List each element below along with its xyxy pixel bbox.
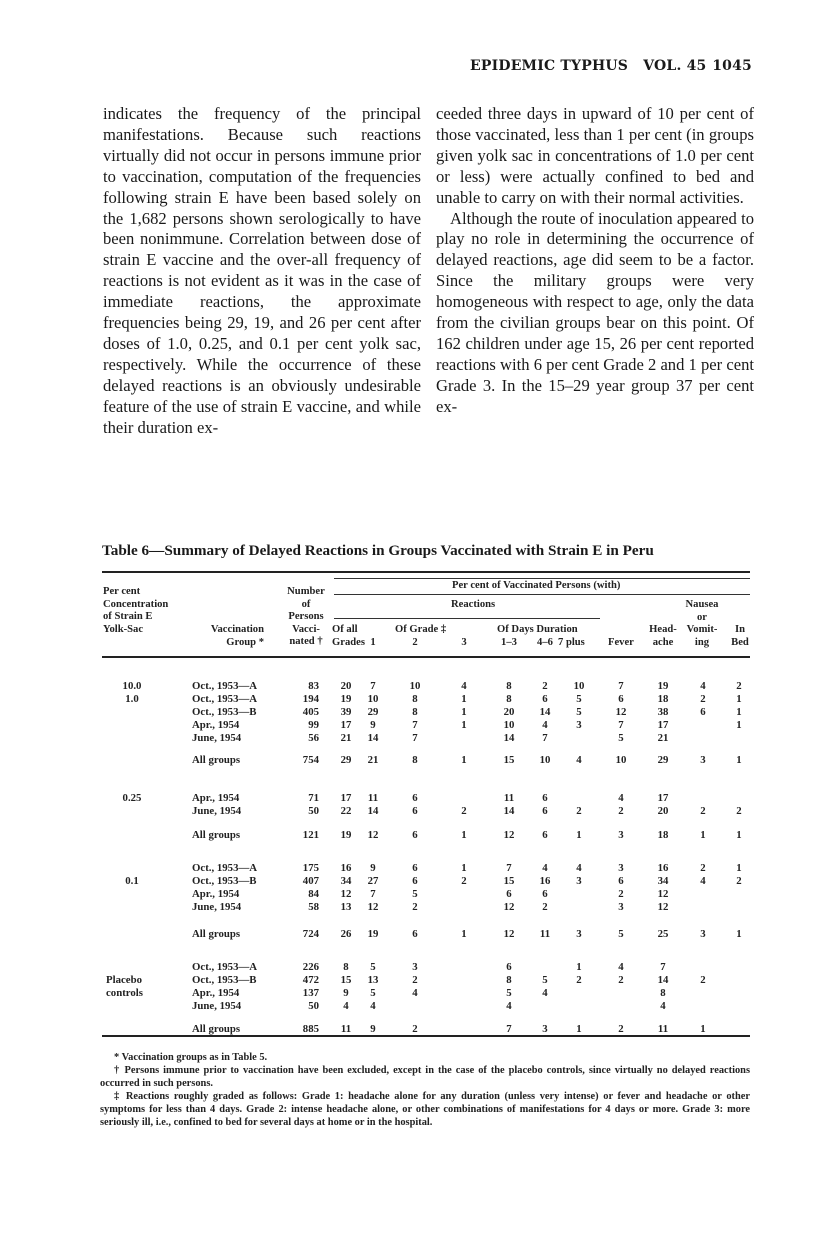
g2-cell: 5 <box>412 888 418 900</box>
naus-cell: 4 <box>700 875 706 887</box>
all-cell: 19 <box>340 693 352 705</box>
percent-rule <box>334 594 750 595</box>
all-cell: 22 <box>340 805 352 817</box>
header-days-4-6: 4–6 <box>537 637 553 648</box>
group-cell: Oct., 1953—A <box>192 862 258 874</box>
d46-cell: 6 <box>542 805 548 817</box>
naus-cell: 2 <box>700 974 706 986</box>
journal-title: EPIDEMIC TYPHUS <box>470 58 629 74</box>
all-cell: 15 <box>340 974 352 986</box>
d46-cell: 4 <box>542 862 548 874</box>
head-cell: 38 <box>657 706 669 718</box>
all-cell: 17 <box>340 719 352 731</box>
d13-cell: 20 <box>503 706 515 718</box>
table-footnotes <box>100 1052 750 1129</box>
all-cell: 9 <box>343 987 349 999</box>
all-cell: 19 <box>340 829 352 841</box>
group-cell: Apr., 1954 <box>192 888 240 900</box>
n-cell: 99 <box>308 719 319 731</box>
head-cell: 19 <box>657 680 669 692</box>
d46-cell: 2 <box>542 901 548 913</box>
header-days-1-3: 1–3 <box>501 637 517 648</box>
d7-cell: 3 <box>576 928 582 940</box>
concentration-cell: controls <box>106 987 143 999</box>
naus-cell: 1 <box>700 829 706 841</box>
all-cell: 11 <box>340 1023 352 1035</box>
footnote: † Persons immune prior to vaccination have been excluded, except in the case of the placebo controls, since virtually no delayed reactions occurred in such persons. <box>100 1064 750 1089</box>
d13-cell: 15 <box>503 754 515 766</box>
d13-cell: 6 <box>506 888 512 900</box>
naus-cell: 3 <box>700 754 706 766</box>
bed-cell: 1 <box>736 928 742 940</box>
group-cell: Apr., 1954 <box>192 987 240 999</box>
g1-cell: 12 <box>367 901 379 913</box>
g3-cell: 1 <box>461 928 467 940</box>
group-cell: All groups <box>192 1023 241 1035</box>
header-days-7-plus: 7 plus <box>558 637 585 648</box>
g2-cell: 6 <box>412 805 418 817</box>
all-cell: 17 <box>340 792 352 804</box>
d7-cell: 1 <box>576 961 582 973</box>
header-of-grade: Of Grade ‡ <box>395 624 447 635</box>
header-grade-1: 1 <box>370 637 376 648</box>
fever-cell: 3 <box>618 862 624 874</box>
fever-cell: 4 <box>618 961 624 973</box>
reactions-rule <box>334 618 600 619</box>
n-cell: 405 <box>302 706 319 718</box>
naus-cell: 2 <box>700 693 706 705</box>
d46-cell: 16 <box>539 875 551 887</box>
d46-cell: 4 <box>542 719 548 731</box>
fever-cell: 3 <box>618 901 624 913</box>
g1-cell: 9 <box>370 719 376 731</box>
paragraph: indicates the frequency of the principal manifestations. Because such reactions virtually did not occur in persons immune prior to vaccination, computation of the frequencies following strain E have been based solely on the 1,682 persons shown serologically to have been nonimmune. Correlation between dose of strain E vaccine and the over-all frequency of reactions is not evident as it was in the case of immediate reactions, the approximate frequencies being 29, 19, and 26 per cent after doses of 1.0, 0.25, and 0.1 per cent yolk sac, respectively. While the occurrence of these delayed reactions is an obviously undesirable feature of the use of strain E vaccine, and while their duration ex- <box>103 104 421 437</box>
header-bottom-rule <box>102 656 750 658</box>
fever-cell: 3 <box>618 829 624 841</box>
all-cell: 39 <box>340 706 352 718</box>
fever-cell: 6 <box>618 875 624 887</box>
d7-cell: 4 <box>576 862 582 874</box>
all-cell: 29 <box>340 754 352 766</box>
d13-cell: 11 <box>503 792 515 804</box>
header-grade-2: 2 <box>412 637 418 648</box>
head-cell: 29 <box>657 754 669 766</box>
d7-cell: 3 <box>576 719 582 731</box>
header-group: Vaccination Group * <box>210 624 264 648</box>
bed-cell: 1 <box>736 754 742 766</box>
head-cell: 4 <box>660 1000 666 1012</box>
g2-cell: 8 <box>412 754 418 766</box>
g1-cell: 21 <box>367 754 379 766</box>
all-cell: 21 <box>340 732 352 744</box>
head-cell: 8 <box>660 987 666 999</box>
g3-cell: 1 <box>461 829 467 841</box>
bed-cell: 1 <box>736 693 742 705</box>
g2-cell: 6 <box>412 792 418 804</box>
d7-cell: 1 <box>576 1023 582 1035</box>
group-cell: Oct., 1953—B <box>192 974 257 986</box>
d13-cell: 12 <box>503 901 515 913</box>
running-head <box>470 58 752 74</box>
head-cell: 17 <box>657 792 669 804</box>
n-cell: 226 <box>302 961 319 973</box>
group-cell: Oct., 1953—B <box>192 706 257 718</box>
all-cell: 20 <box>340 680 352 692</box>
g3-cell: 1 <box>461 693 467 705</box>
naus-cell: 6 <box>700 706 706 718</box>
bed-cell: 2 <box>736 680 742 692</box>
g3-cell: 4 <box>461 680 467 692</box>
group-cell: Oct., 1953—A <box>192 693 258 705</box>
group-cell: Apr., 1954 <box>192 792 240 804</box>
bed-cell: 1 <box>736 706 742 718</box>
all-cell: 8 <box>343 961 349 973</box>
g2-cell: 3 <box>412 961 418 973</box>
concentration-cell: 1.0 <box>125 693 139 705</box>
n-cell: 724 <box>302 928 319 940</box>
g2-cell: 6 <box>412 928 418 940</box>
fever-cell: 12 <box>615 706 627 718</box>
d13-cell: 5 <box>506 987 512 999</box>
group-cell: Oct., 1953—B <box>192 875 257 887</box>
d7-cell: 2 <box>576 974 582 986</box>
g2-cell: 6 <box>412 862 418 874</box>
g2-cell: 2 <box>412 1023 418 1035</box>
g1-cell: 9 <box>370 1023 376 1035</box>
header-of-all: Of all Grades <box>332 624 365 648</box>
group-cell: All groups <box>192 928 241 940</box>
d13-cell: 4 <box>506 1000 512 1012</box>
head-cell: 12 <box>657 888 669 900</box>
g2-cell: 6 <box>412 829 418 841</box>
header-days-duration: Of Days Duration <box>497 624 578 635</box>
d7-cell: 4 <box>576 754 582 766</box>
fever-cell: 10 <box>615 754 627 766</box>
d46-cell: 10 <box>539 754 551 766</box>
d46-cell: 5 <box>542 974 548 986</box>
g1-cell: 5 <box>370 961 376 973</box>
g2-cell: 10 <box>409 680 421 692</box>
concentration-cell: 10.0 <box>122 680 142 692</box>
fever-cell: 5 <box>618 732 624 744</box>
g3-cell: 2 <box>461 805 467 817</box>
head-cell: 7 <box>660 961 666 973</box>
header-spanner: Per cent of Vaccinated Persons (with) <box>452 580 621 591</box>
n-cell: 84 <box>308 888 319 900</box>
naus-cell: 3 <box>700 928 706 940</box>
group-cell: June, 1954 <box>192 732 242 744</box>
head-cell: 11 <box>657 1023 669 1035</box>
g1-cell: 12 <box>367 829 379 841</box>
fever-cell: 7 <box>618 719 624 731</box>
d7-cell: 1 <box>576 829 582 841</box>
table-bottom-rule <box>102 1035 750 1037</box>
fever-cell: 2 <box>618 805 624 817</box>
n-cell: 754 <box>302 754 319 766</box>
concentration-cell: Placebo <box>106 974 142 986</box>
bed-cell: 2 <box>736 805 742 817</box>
d46-cell: 7 <box>542 732 548 744</box>
d7-cell: 2 <box>576 805 582 817</box>
d13-cell: 14 <box>503 805 515 817</box>
header-grade-3: 3 <box>461 637 467 648</box>
header-nausea: Nausea or Vomit- ing <box>685 599 719 648</box>
head-cell: 12 <box>657 901 669 913</box>
concentration-cell: 0.1 <box>125 875 139 887</box>
n-cell: 407 <box>302 875 319 887</box>
n-cell: 121 <box>302 829 319 841</box>
naus-cell: 1 <box>700 1023 706 1035</box>
n-cell: 58 <box>308 901 319 913</box>
bed-cell: 1 <box>736 719 742 731</box>
g2-cell: 7 <box>412 732 418 744</box>
n-cell: 50 <box>308 805 319 817</box>
head-cell: 34 <box>657 875 669 887</box>
g1-cell: 5 <box>370 987 376 999</box>
table-title: Table 6—Summary of Delayed Reactions in Groups Vaccinated with Strain E in Peru <box>102 542 654 559</box>
d13-cell: 7 <box>506 862 512 874</box>
n-cell: 472 <box>302 974 319 986</box>
group-cell: June, 1954 <box>192 1000 242 1012</box>
fever-cell: 2 <box>618 888 624 900</box>
d13-cell: 12 <box>503 928 515 940</box>
concentration-cell: 0.25 <box>122 792 142 804</box>
d13-cell: 14 <box>503 732 515 744</box>
g1-cell: 9 <box>370 862 376 874</box>
d13-cell: 10 <box>503 719 515 731</box>
g2-cell: 8 <box>412 706 418 718</box>
naus-cell: 2 <box>700 805 706 817</box>
head-cell: 18 <box>657 693 669 705</box>
all-cell: 16 <box>340 862 352 874</box>
spanner-rule <box>334 578 750 579</box>
footnote: * Vaccination groups as in Table 5. <box>114 1052 268 1063</box>
all-cell: 13 <box>340 901 352 913</box>
page-number: 1045 <box>712 58 752 74</box>
header-reactions: Reactions <box>451 599 496 610</box>
all-cell: 34 <box>340 875 352 887</box>
fever-cell: 2 <box>618 974 624 986</box>
fever-cell: 6 <box>618 693 624 705</box>
n-cell: 56 <box>308 732 319 744</box>
d7-cell: 10 <box>573 680 585 692</box>
head-cell: 18 <box>657 829 669 841</box>
g1-cell: 7 <box>370 680 376 692</box>
d46-cell: 14 <box>539 706 551 718</box>
d46-cell: 6 <box>542 792 548 804</box>
g1-cell: 19 <box>367 928 379 940</box>
d46-cell: 3 <box>542 1023 548 1035</box>
head-cell: 16 <box>657 862 669 874</box>
g3-cell: 1 <box>461 754 467 766</box>
d13-cell: 7 <box>506 1023 512 1035</box>
n-cell: 885 <box>302 1023 319 1035</box>
g1-cell: 4 <box>370 1000 376 1012</box>
g2-cell: 6 <box>412 875 418 887</box>
all-cell: 12 <box>340 888 352 900</box>
header-number: Number of Persons Vacci- nated † <box>287 586 325 648</box>
d46-cell: 6 <box>542 888 548 900</box>
n-cell: 137 <box>302 987 319 999</box>
d13-cell: 8 <box>506 693 512 705</box>
d13-cell: 8 <box>506 974 512 986</box>
bed-cell: 1 <box>736 862 742 874</box>
g1-cell: 14 <box>367 732 379 744</box>
header-fever: Fever <box>608 637 634 648</box>
g2-cell: 4 <box>412 987 418 999</box>
d46-cell: 4 <box>542 987 548 999</box>
n-cell: 194 <box>302 693 319 705</box>
d13-cell: 12 <box>503 829 515 841</box>
d46-cell: 6 <box>542 829 548 841</box>
naus-cell: 4 <box>700 680 706 692</box>
fever-cell: 7 <box>618 680 624 692</box>
g1-cell: 13 <box>367 974 379 986</box>
group-cell: All groups <box>192 754 241 766</box>
g2-cell: 2 <box>412 974 418 986</box>
header-headache: Head- ache <box>649 624 677 648</box>
g2-cell: 8 <box>412 693 418 705</box>
volume: VOL. 45 <box>643 58 707 74</box>
fever-cell: 5 <box>618 928 624 940</box>
naus-cell: 2 <box>700 862 706 874</box>
table-top-rule <box>102 571 750 573</box>
group-cell: June, 1954 <box>192 901 242 913</box>
body-right-column <box>436 104 754 418</box>
g3-cell: 2 <box>461 875 467 887</box>
bed-cell: 2 <box>736 875 742 887</box>
head-cell: 17 <box>657 719 669 731</box>
group-cell: Oct., 1953—A <box>192 961 258 973</box>
all-cell: 26 <box>340 928 352 940</box>
fever-cell: 4 <box>618 792 624 804</box>
d7-cell: 5 <box>576 693 582 705</box>
d13-cell: 6 <box>506 961 512 973</box>
d13-cell: 15 <box>503 875 515 887</box>
header-concentration: Per cent Concentration of Strain E Yolk-Sac <box>103 586 169 635</box>
d46-cell: 11 <box>539 928 551 940</box>
d13-cell: 8 <box>506 680 512 692</box>
g2-cell: 7 <box>412 719 418 731</box>
g1-cell: 14 <box>367 805 379 817</box>
g3-cell: 1 <box>461 706 467 718</box>
g1-cell: 10 <box>367 693 379 705</box>
bed-cell: 1 <box>736 829 742 841</box>
paragraph: ceeded three days in upward of 10 per cent of those vaccinated, less than 1 per cent (in groups given yolk sac in concentrations of 1.0 per cent or less) were actually confined to bed and unable to carry on with their normal activities. <box>436 104 754 207</box>
d7-cell: 3 <box>576 875 582 887</box>
d7-cell: 5 <box>576 706 582 718</box>
fever-cell: 2 <box>618 1023 624 1035</box>
footnote: ‡ Reactions roughly graded as follows: Grade 1: headache alone for any duration (unless very intense) or fever and headache or other symptoms for less than 4 days. Grade 2: intense headache alone, or other combinations of manifestations for 4 days or more. Grade 3: more seriously ill, i.e., confined to bed for several days at home or in the hospital. <box>100 1090 750 1128</box>
body-left-column <box>103 104 421 439</box>
paragraph: Although the route of inoculation appeared to play no role in determining the occurrence of delayed reactions, age did seem to be a factor. Since the military groups were very homogeneous with respect to age, only the data from the civilian groups bear on this point. Of 162 children under age 15, 26 per cent reported reactions with 6 per cent Grade 2 and 1 per cent Grade 3. In the 15–29 year group 37 per cent ex- <box>436 208 754 416</box>
all-cell: 4 <box>343 1000 349 1012</box>
g1-cell: 11 <box>367 792 379 804</box>
d46-cell: 2 <box>542 680 548 692</box>
n-cell: 175 <box>302 862 319 874</box>
head-cell: 14 <box>657 974 669 986</box>
head-cell: 21 <box>657 732 669 744</box>
header-in-bed: In Bed <box>731 624 749 648</box>
g3-cell: 1 <box>461 862 467 874</box>
head-cell: 25 <box>657 928 669 940</box>
n-cell: 71 <box>308 792 319 804</box>
g1-cell: 7 <box>370 888 376 900</box>
g2-cell: 2 <box>412 901 418 913</box>
group-cell: June, 1954 <box>192 805 242 817</box>
g1-cell: 29 <box>367 706 379 718</box>
group-cell: Apr., 1954 <box>192 719 240 731</box>
g1-cell: 27 <box>367 875 379 887</box>
n-cell: 83 <box>308 680 319 692</box>
n-cell: 50 <box>308 1000 319 1012</box>
g3-cell: 1 <box>461 719 467 731</box>
group-cell: Oct., 1953—A <box>192 680 258 692</box>
group-cell: All groups <box>192 829 241 841</box>
head-cell: 20 <box>657 805 669 817</box>
d46-cell: 6 <box>542 693 548 705</box>
